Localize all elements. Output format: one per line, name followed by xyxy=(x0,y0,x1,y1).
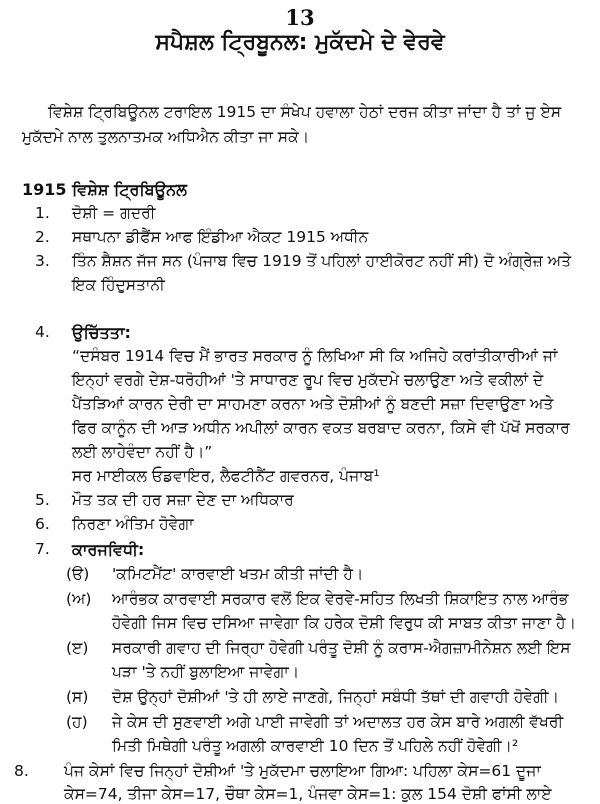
intro-line-2: ਮੁਕੱਦਮੇ ਨਾਲ ਤੁਲਨਾਤਮਕ ਅਧਿਐਨ ਕੀਤਾ ਜਾ ਸਕੇ। xyxy=(22,128,310,146)
item-number: 3. xyxy=(35,252,50,270)
item-text: ਮੌਤ ਤਕ ਦੀ ਹਰ ਸਜ਼ਾ ਦੇਣ ਦਾ ਅਧਿਕਾਰ xyxy=(72,491,294,509)
quote-line: ਲਈ ਲਾਹੇਵੰਦਾ ਨਹੀਂ ਹੈ।” xyxy=(72,443,213,461)
subitem-text: ਮਿਤੀ ਮਿਥੇਗੀ ਪਰੰਤੂ ਅਗਲੀ ਕਾਰਵਾਈ 10 ਦਿਨ ਤੋਂ ਪਹਿਲੇ ਨਹੀਂ ਹੋਵੇਗੀ।² xyxy=(112,737,519,755)
item-text: ਸਥਾਪਨਾ ਡੀਫੈਂਸ ਆਫ ਇੰਡੀਆ ਐਕਟ 1915 ਅਧੀਨ xyxy=(72,228,369,246)
subitem-label: (ਹ) xyxy=(66,713,88,731)
subitem-label: (ਸ) xyxy=(66,688,89,706)
quote-line: ਇਨ੍ਹਾਂ ਵਰਗੇ ਦੇਸ਼-ਧਰੋਹੀਆਂ 'ਤੇ ਸਾਧਾਰਣ ਰੂਪ ਵਿਚ ਮੁਕੱਦਮੇ ਚਲਾਉਣਾ ਅਤੇ ਵਕੀਲਾਂ ਦੇ xyxy=(72,371,544,389)
subitem-label: (ਅ) xyxy=(66,590,92,608)
intro-line-1: ਵਿਸ਼ੇਸ਼ ਟ੍ਰਿਬਿਊਨਲ ਟਰਾਇਲ 1915 ਦਾ ਸੰਖੇਪ ਹਵਾਲਾ ਹੇਠਾਂ ਦਰਜ ਕੀਤਾ ਜਾਂਦਾ ਹੈ ਤਾਂ ਜੁ ਏਸ xyxy=(48,103,562,121)
item-number: 2. xyxy=(35,228,50,246)
quote-line: ਫਿਰ ਕਾਨੂੰਨ ਦੀ ਆੜ ਅਧੀਨ ਅਪੀਲਾਂ ਕਾਰਨ ਵਕਤ ਬਰਬਾਦ ਕਰਨਾ, ਕਿਸੇ ਵੀ ਪੱਖੋਂ ਸਰਕਾਰ xyxy=(72,419,570,437)
item-heading: ਉਚਿੱਤਤਾ: xyxy=(72,323,131,342)
section-heading: 1915 ਵਿਸ਼ੇਸ਼ ਟ੍ਰਿਬਿਊਨਲ xyxy=(22,180,188,199)
item-number: 6. xyxy=(35,515,50,533)
subitem-text: ਸਰਕਾਰੀ ਗਵਾਹ ਦੀ ਜਿਰ੍ਹਾ ਹੋਵੇਗੀ ਪਰੰਤੂ ਦੋਸ਼ੀ ਨੂੰ ਕਰਾਸ-ਐਗਜ਼ਾਮੀਨੇਸ਼ਨ ਲਈ ਇਸ xyxy=(112,639,571,657)
quote-line: “ਦਸੰਬਰ 1914 ਵਿਚ ਮੈਂ ਭਾਰਤ ਸਰਕਾਰ ਨੂੰ ਲਿਖਿਆ ਸੀ ਕਿ ਅਜਿਹੇ ਕਰਾਂਤੀਕਾਰੀਆਂ ਜਾਂ xyxy=(72,347,558,365)
subitem-text: ਹੋਵੇਗੀ ਜਿਸ ਵਿਚ ਦਸਿਆ ਜਾਵੇਗਾ ਕਿ ਹਰੇਕ ਦੋਸ਼ੀ ਵਿਰੁਧ ਕੀ ਸਾਬਤ ਕੀਤਾ ਜਾਣਾ ਹੈ। xyxy=(112,614,577,632)
item-heading: ਕਾਰਜਵਿਧੀ: xyxy=(72,540,145,559)
item-text: ਇਕ ਹਿੰਦੁਸਤਾਨੀ xyxy=(72,276,165,294)
subitem-text: ਪੜਾ 'ਤੇ ਨਹੀਂ ਬੁਲਾਇਆ ਜਾਵੇਗਾ। xyxy=(112,663,300,681)
item-number: 5. xyxy=(35,491,50,509)
quote-line: ਪੈਂਤੜਿਆਂ ਕਾਰਨ ਦੇਰੀ ਦਾ ਸਾਹਮਣਾ ਕਰਨਾ ਅਤੇ ਦੋਸ਼ੀਆਂ ਨੂੰ ਬਣਦੀ ਸਜ਼ਾ ਦਿਵਾਉਣਾ ਅਤੇ xyxy=(72,395,554,413)
item-text: ਤਿੰਨ ਸ਼ੈਸ਼ਨ ਜੱਜ ਸਨ (ਪੰਜਾਬ ਵਿਚ 1919 ਤੋਂ ਪਹਿਲਾਂ ਹਾਈਕੋਰਟ ਨਹੀਂ ਸੀ) ਦੋ ਅੰਗ੍ਰੇਜ਼ ਅਤੇ xyxy=(72,252,572,270)
chapter-title: ਸਪੈਸ਼ਲ ਟ੍ਰਿਬੂਨਲ: ਮੁਕੱਦਮੇ ਦੇ ਵੇਰਵੇ xyxy=(155,30,445,55)
subitem-label: (ੲ) xyxy=(66,639,89,657)
item-number: 4. xyxy=(35,323,50,341)
item-number: 7. xyxy=(35,540,50,558)
item-text: ਕੇਸ=74, ਤੀਜਾ ਕੇਸ=17, ਚੌਥਾ ਕੇਸ=1, ਪੰਜਵਾ ਕੇਸ=1: ਕੁਲ 154 ਦੋਸ਼ੀ ਫਾਂਸੀ ਲਾਏ xyxy=(64,785,552,803)
subitem-label: (ੳ) xyxy=(66,565,90,583)
subitem-text: 'ਕਮਿਟਮੈਂਟ' ਕਾਰਵਾਈ ਖਤਮ ਕੀਤੀ ਜਾਂਦੀ ਹੈ। xyxy=(112,565,364,583)
item-text: ਨਿਰਣਾ ਅੰਤਿਮ ਹੋਵੇਗਾ xyxy=(72,515,194,533)
item-number: 8. xyxy=(14,762,29,780)
page-number: 13 xyxy=(285,5,315,30)
subitem-text: ਦੋਸ਼ ਉਨ੍ਹਾਂ ਦੋਸ਼ੀਆਂ 'ਤੇ ਹੀ ਲਾਏ ਜਾਣਗੇ, ਜਿਨ੍ਹਾਂ ਸਬੰਧੀ ਤੱਥਾਂ ਦੀ ਗਵਾਹੀ ਹੋਵੇਗੀ। xyxy=(112,688,560,706)
quote-attribution: ਸਰ ਮਾਈਕਲ ਓਡਵਾਇਰ, ਲੈਫਟੀਨੈਂਟ ਗਵਰਨਰ, ਪੰਜਾਬ¹ xyxy=(72,467,380,485)
subitem-text: ਆਰੰਭਕ ਕਾਰਵਾਈ ਸਰਕਾਰ ਵਲੋਂ ਇਕ ਵੇਰਵੇ-ਸਹਿਤ ਲਿਖਤੀ ਸ਼ਿਕਾਇਤ ਨਾਲ ਆਰੰਭ xyxy=(112,590,569,608)
subitem-text: ਜੇ ਕੇਸ ਦੀ ਸੁਣਵਾਈ ਅਗੇ ਪਾਈ ਜਾਵੇਗੀ ਤਾਂ ਅਦਾਲਤ ਹਰ ਕੇਸ ਬਾਰੇ ਅਗਲੀ ਵੱਖਰੀ xyxy=(112,713,564,731)
item-number: 1. xyxy=(35,204,50,222)
item-text: ਦੋਸ਼ੀ = ਗਦਰੀ xyxy=(72,204,156,222)
item-text: ਪੰਜ ਕੇਸਾਂ ਵਿਚ ਜਿਨ੍ਹਾਂ ਦੋਸ਼ੀਆਂ 'ਤੇ ਮੁਕੱਦਮਾ ਚਲਾਇਆ ਗਿਆ: ਪਹਿਲਾ ਕੇਸ=61 ਦੂਜਾ xyxy=(64,762,541,780)
